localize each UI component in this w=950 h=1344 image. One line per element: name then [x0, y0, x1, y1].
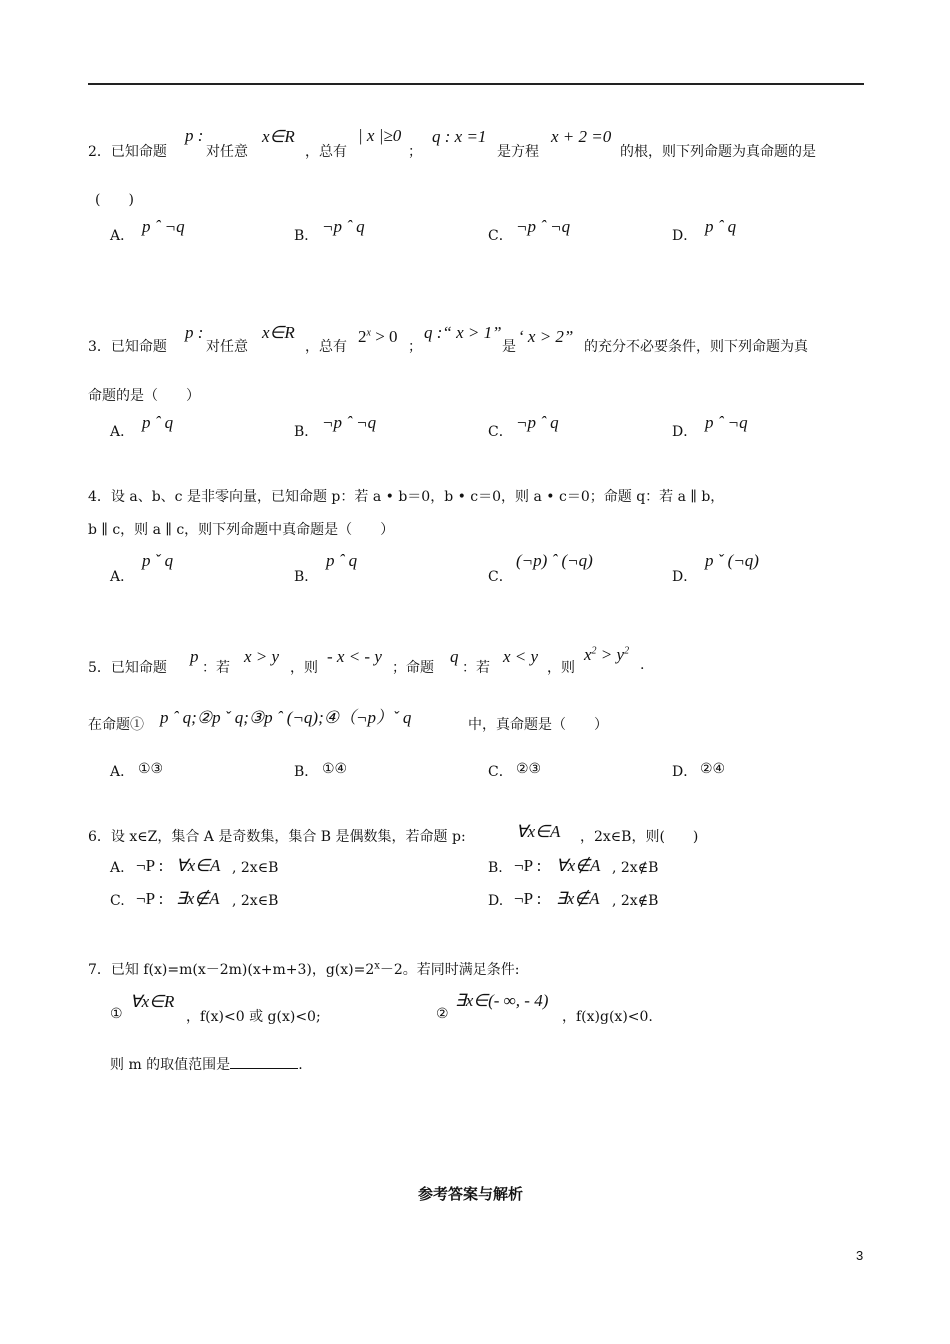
q3-line-2: 命题的是（ ）	[88, 388, 200, 404]
q3-text-5: 的充分不必要条件，则下列命题为真	[584, 339, 808, 355]
q5-option-d: ②④	[700, 761, 726, 777]
q3-option-c: ¬p ˆ q	[516, 413, 559, 432]
q7-condition-1-math: ∀x∈R	[130, 992, 175, 1011]
q5-option-d-label: D．	[672, 764, 698, 780]
q5-text-3: ；命题	[392, 660, 434, 676]
q2-text-4: 是方程	[497, 144, 539, 160]
q7-condition-1-text: ，f(x)<0 或 g(x)<0;	[186, 1009, 321, 1025]
q4-option-d: p ˇ (¬q)	[705, 551, 759, 570]
q6-option-a-math: ∀x∈A	[176, 856, 221, 875]
q2-option-b-label: B．	[294, 228, 319, 244]
q3-option-d-label: D．	[672, 424, 698, 440]
q3-text-1: 对任意	[206, 339, 248, 355]
q3-math-4: ‘ x > 2”	[518, 327, 574, 346]
q6-option-a-neg: ¬P :	[136, 856, 164, 875]
q3-math-2: 2$^x$ > 0	[358, 327, 398, 346]
q3-option-a: p ˆ q	[142, 413, 174, 432]
q7-condition-2-text: ，f(x)g(x)<0.	[562, 1009, 653, 1025]
q4-option-a: p ˇ q	[142, 551, 174, 570]
q2-option-d-label: D．	[672, 228, 698, 244]
q5-option-c-label: C．	[488, 764, 513, 780]
q2-text-2: ，总有	[305, 144, 347, 160]
q5-period: .	[640, 657, 645, 673]
q2-option-c: ¬p ˆ ¬q	[516, 217, 571, 236]
q6-line-1-math: ∀x∈A	[516, 822, 561, 841]
q6-option-d-math: ∃x∉A	[556, 889, 600, 908]
q5-line-2-pre: 在命题①	[88, 717, 144, 733]
q5-line-2-expr: p ˆ q;②p ˇ q;③p ˆ (¬q);④（¬p）ˇ q	[160, 708, 412, 727]
q4-option-b: p ˆ q	[326, 551, 358, 570]
q2-answer-paren: ( )	[95, 192, 134, 208]
q3-text-2: ，总有	[305, 339, 347, 355]
q5-math-3: x < y	[503, 647, 539, 666]
q5-q-symbol: q	[450, 647, 459, 666]
q6-option-b-tail: , 2x∉B	[612, 860, 659, 876]
q5-p-symbol: p	[190, 647, 199, 666]
q6-option-d-tail: , 2x∉B	[612, 893, 659, 909]
q4-option-c: (¬p) ˆ (¬q)	[516, 551, 593, 570]
q3-text-4: 是	[502, 339, 516, 355]
q5-math-1: x > y	[244, 647, 280, 666]
q2-option-a-label: A．	[110, 228, 135, 244]
q2-option-d: p ˆ q	[705, 217, 737, 236]
q3-math-3: q :“ x > 1”	[424, 323, 502, 342]
q6-option-a-tail: , 2x∈B	[232, 860, 279, 876]
q4-line-1: 4．设 a、b、c 是非零向量，已知命题 p：若 a • b＝0，b • c＝0，则 a • c＝0；命题 q：若 a ∥ b，	[88, 489, 725, 505]
q7-line-3: 则 m 的取值范围是 .	[110, 1057, 303, 1073]
q2-text-5: 的根，则下列命题为真命题的是	[620, 144, 816, 160]
q3-option-c-label: C．	[488, 424, 513, 440]
q6-option-a-label: A.	[110, 860, 125, 876]
q6-option-d-neg: ¬P :	[514, 889, 542, 908]
q6-option-c-label: C.	[110, 893, 125, 909]
q5-math-2: - x < - y	[327, 647, 382, 666]
q2-math-1: x∈R	[262, 127, 295, 146]
q5-option-a-label: A．	[110, 764, 135, 780]
q4-option-d-label: D．	[672, 569, 698, 585]
q6-line-1-pre: 6．设 x∈Z，集合 A 是奇数集，集合 B 是偶数集，若命题 p:	[88, 829, 466, 845]
q2-number: 2．已知命题	[88, 144, 167, 160]
q2-option-c-label: C．	[488, 228, 513, 244]
q6-option-b-neg: ¬P :	[514, 856, 542, 875]
page-number: 3	[856, 1248, 864, 1263]
q3-math-1: x∈R	[262, 323, 295, 342]
q2-p-symbol: p :	[185, 126, 204, 145]
q4-option-a-label: A．	[110, 569, 135, 585]
q5-option-a: ①③	[138, 761, 164, 777]
answer-section-title: 参考答案与解析	[418, 1185, 524, 1203]
q3-number: 3．已知命题	[88, 339, 167, 355]
q2-math-3: q : x =1	[432, 127, 487, 146]
q5-text-4: ：若	[462, 660, 490, 676]
q4-line-2: b ∥ c，则 a ∥ c，则下列命题中真命题是（ ）	[88, 522, 395, 538]
q3-p-symbol: p :	[185, 323, 204, 342]
q2-text-3: ；	[408, 144, 422, 160]
q2-option-a: p ˆ ¬q	[142, 217, 185, 236]
q6-option-b-math: ∀x∉A	[556, 856, 601, 875]
header-rule	[88, 83, 864, 85]
q5-option-b: ①④	[322, 761, 348, 777]
q3-text-3: ；	[408, 339, 422, 355]
q2-option-b: ¬p ˆ q	[322, 217, 365, 236]
q7-condition-2-mark: ②	[436, 1006, 449, 1022]
q5-line-2-post: 中，真命题是（ ）	[468, 717, 608, 733]
q5-math-4: $x^2 > y^2$	[584, 645, 630, 664]
q6-option-c-math: ∃x∉A	[176, 889, 220, 908]
q7-answer-blank[interactable]	[230, 1056, 298, 1069]
q3-option-b-label: B．	[294, 424, 319, 440]
q2-math-2: | x |≥0	[358, 126, 402, 145]
q3-option-d: p ˆ ¬q	[705, 413, 748, 432]
q2-text-1: 对任意	[206, 144, 248, 160]
q5-option-c: ②③	[516, 761, 542, 777]
q6-option-d-label: D.	[488, 893, 504, 909]
q5-text-1: ：若	[202, 660, 230, 676]
q3-option-b: ¬p ˆ ¬q	[322, 413, 377, 432]
q7-condition-1-mark: ①	[110, 1006, 123, 1022]
q6-option-c-neg: ¬P :	[136, 889, 164, 908]
q4-option-b-label: B．	[294, 569, 319, 585]
q6-option-c-tail: , 2x∈B	[232, 893, 279, 909]
q3-option-a-label: A．	[110, 424, 135, 440]
q6-option-b-label: B.	[488, 860, 503, 876]
q7-line-1: 7．已知 f(x)=m(x－2m)(x+m+3)，$g(x)=2^x-2$。若同时满足条件:	[88, 960, 520, 978]
q2-math-4: x + 2 =0	[551, 127, 612, 146]
q5-number: 5．已知命题	[88, 660, 167, 676]
q5-option-b-label: B．	[294, 764, 319, 780]
q4-option-c-label: C．	[488, 569, 513, 585]
q5-text-2: ，则	[290, 660, 318, 676]
q7-condition-2-math: ∃x∈(- ∞, - 4)	[455, 991, 549, 1010]
q5-text-5: ，则	[547, 660, 575, 676]
q6-line-1-post: ，2x∈B，则( )	[580, 829, 699, 845]
